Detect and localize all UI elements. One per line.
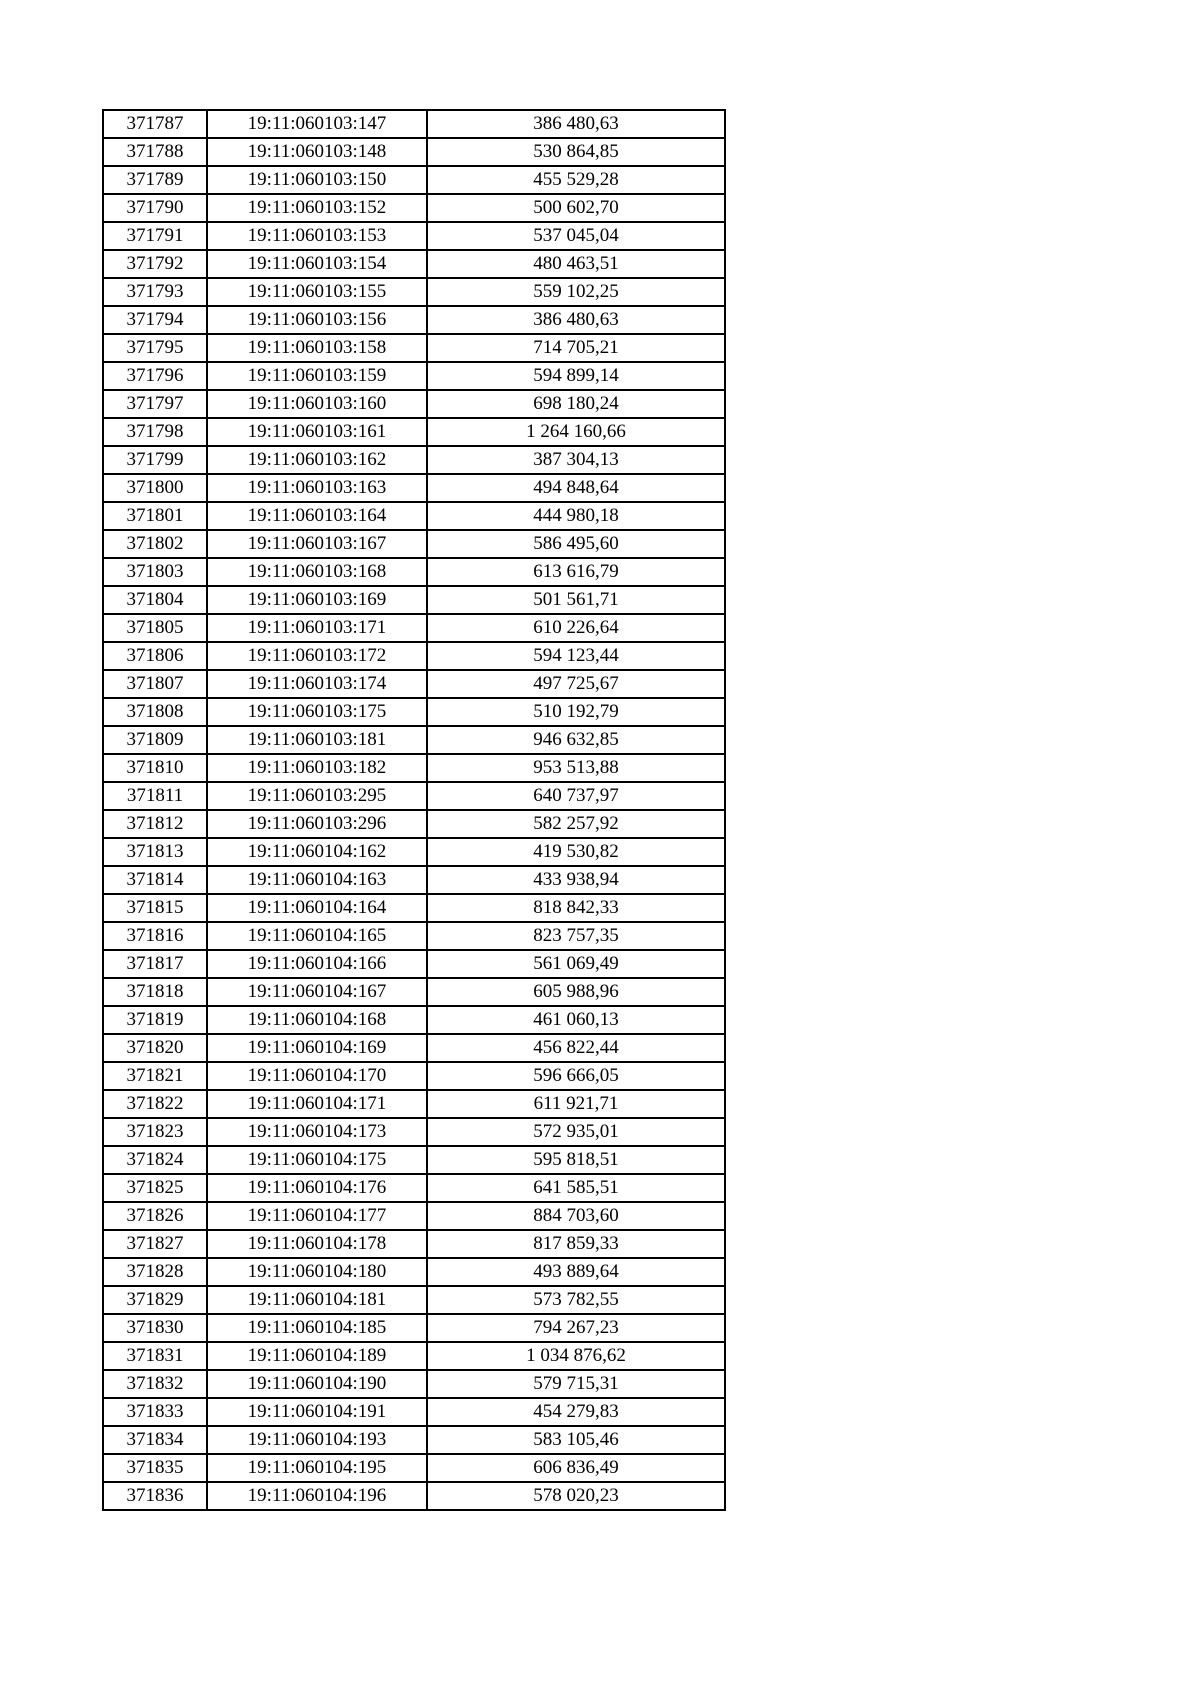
cadastral-number-cell: 19:11:060104:178 (207, 1230, 427, 1258)
cadastral-value-cell: 497 725,67 (427, 670, 725, 698)
cadastral-number-cell: 19:11:060104:166 (207, 950, 427, 978)
row-number-cell: 371793 (103, 278, 207, 306)
table-row (103, 222, 725, 250)
table-row (103, 502, 725, 530)
cadastral-number-cell: 19:11:060104:165 (207, 922, 427, 950)
cadastral-number-cell: 19:11:060104:181 (207, 1286, 427, 1314)
cadastral-number-cell: 19:11:060104:162 (207, 838, 427, 866)
table-row (103, 166, 725, 194)
cadastral-value-cell: 454 279,83 (427, 1398, 725, 1426)
cadastral-number-cell: 19:11:060103:161 (207, 418, 427, 446)
row-number-cell: 371802 (103, 530, 207, 558)
cadastral-value-cell: 884 703,60 (427, 1202, 725, 1230)
cadastral-value-cell: 610 226,64 (427, 614, 725, 642)
table-row (103, 110, 725, 138)
table-row (103, 1314, 725, 1342)
cadastral-value-cell: 582 257,92 (427, 810, 725, 838)
cadastral-value-cell: 461 060,13 (427, 1006, 725, 1034)
table-row (103, 586, 725, 614)
cadastral-number-cell: 19:11:060103:296 (207, 810, 427, 838)
cadastral-value-cell: 594 899,14 (427, 362, 725, 390)
cadastral-number-cell: 19:11:060104:190 (207, 1370, 427, 1398)
cadastral-number-cell: 19:11:060104:195 (207, 1454, 427, 1482)
row-number-cell: 371797 (103, 390, 207, 418)
cadastral-number-cell: 19:11:060103:147 (207, 110, 427, 138)
row-number-cell: 371826 (103, 1202, 207, 1230)
row-number-cell: 371790 (103, 194, 207, 222)
cadastral-value-table (102, 109, 726, 1511)
table-row (103, 1258, 725, 1286)
cadastral-number-cell: 19:11:060103:181 (207, 726, 427, 754)
table-body (103, 110, 725, 1510)
table-row (103, 1146, 725, 1174)
cadastral-number-cell: 19:11:060104:176 (207, 1174, 427, 1202)
row-number-cell: 371807 (103, 670, 207, 698)
cadastral-number-cell: 19:11:060104:169 (207, 1034, 427, 1062)
cadastral-value-cell: 818 842,33 (427, 894, 725, 922)
cadastral-value-cell: 823 757,35 (427, 922, 725, 950)
cadastral-number-cell: 19:11:060104:171 (207, 1090, 427, 1118)
cadastral-value-cell: 559 102,25 (427, 278, 725, 306)
cadastral-value-cell: 530 864,85 (427, 138, 725, 166)
cadastral-number-cell: 19:11:060104:173 (207, 1118, 427, 1146)
cadastral-value-cell: 953 513,88 (427, 754, 725, 782)
row-number-cell: 371811 (103, 782, 207, 810)
table-row (103, 1398, 725, 1426)
table-row (103, 950, 725, 978)
row-number-cell: 371827 (103, 1230, 207, 1258)
table-row (103, 1286, 725, 1314)
row-number-cell: 371796 (103, 362, 207, 390)
cadastral-value-cell: 444 980,18 (427, 502, 725, 530)
row-number-cell: 371829 (103, 1286, 207, 1314)
table-row (103, 810, 725, 838)
row-number-cell: 371791 (103, 222, 207, 250)
row-number-cell: 371812 (103, 810, 207, 838)
row-number-cell: 371834 (103, 1426, 207, 1454)
table-row (103, 1034, 725, 1062)
cadastral-value-cell: 386 480,63 (427, 110, 725, 138)
row-number-cell: 371795 (103, 334, 207, 362)
row-number-cell: 371808 (103, 698, 207, 726)
table-row (103, 138, 725, 166)
table-row (103, 1202, 725, 1230)
row-number-cell: 371789 (103, 166, 207, 194)
table-row (103, 698, 725, 726)
table-row (103, 250, 725, 278)
cadastral-value-cell: 640 737,97 (427, 782, 725, 810)
cadastral-value-cell: 613 616,79 (427, 558, 725, 586)
cadastral-number-cell: 19:11:060103:174 (207, 670, 427, 698)
table-row (103, 474, 725, 502)
cadastral-number-cell: 19:11:060104:168 (207, 1006, 427, 1034)
cadastral-number-cell: 19:11:060103:158 (207, 334, 427, 362)
cadastral-number-cell: 19:11:060104:193 (207, 1426, 427, 1454)
cadastral-number-cell: 19:11:060104:167 (207, 978, 427, 1006)
row-number-cell: 371787 (103, 110, 207, 138)
table-row (103, 530, 725, 558)
cadastral-number-cell: 19:11:060103:162 (207, 446, 427, 474)
cadastral-number-cell: 19:11:060104:191 (207, 1398, 427, 1426)
row-number-cell: 371799 (103, 446, 207, 474)
cadastral-value-cell: 456 822,44 (427, 1034, 725, 1062)
cadastral-value-cell: 641 585,51 (427, 1174, 725, 1202)
cadastral-value-cell: 698 180,24 (427, 390, 725, 418)
table-row (103, 782, 725, 810)
cadastral-value-cell: 561 069,49 (427, 950, 725, 978)
cadastral-value-cell: 419 530,82 (427, 838, 725, 866)
row-number-cell: 371794 (103, 306, 207, 334)
cadastral-number-cell: 19:11:060103:182 (207, 754, 427, 782)
cadastral-number-cell: 19:11:060103:155 (207, 278, 427, 306)
row-number-cell: 371798 (103, 418, 207, 446)
row-number-cell: 371835 (103, 1454, 207, 1482)
table-row (103, 334, 725, 362)
table-row (103, 1118, 725, 1146)
table-row (103, 1006, 725, 1034)
cadastral-value-cell: 387 304,13 (427, 446, 725, 474)
row-number-cell: 371792 (103, 250, 207, 278)
cadastral-value-cell: 594 123,44 (427, 642, 725, 670)
cadastral-value-cell: 586 495,60 (427, 530, 725, 558)
table-row (103, 614, 725, 642)
row-number-cell: 371831 (103, 1342, 207, 1370)
row-number-cell: 371836 (103, 1482, 207, 1510)
cadastral-number-cell: 19:11:060104:185 (207, 1314, 427, 1342)
cadastral-value-cell: 510 192,79 (427, 698, 725, 726)
row-number-cell: 371804 (103, 586, 207, 614)
table-row (103, 1230, 725, 1258)
row-number-cell: 371801 (103, 502, 207, 530)
table-row (103, 1062, 725, 1090)
table-row (103, 558, 725, 586)
table-row (103, 922, 725, 950)
table-row (103, 194, 725, 222)
cadastral-value-cell: 500 602,70 (427, 194, 725, 222)
cadastral-number-cell: 19:11:060104:163 (207, 866, 427, 894)
cadastral-number-cell: 19:11:060103:148 (207, 138, 427, 166)
cadastral-value-cell: 501 561,71 (427, 586, 725, 614)
row-number-cell: 371810 (103, 754, 207, 782)
table-row (103, 1482, 725, 1510)
table-row (103, 670, 725, 698)
row-number-cell: 371805 (103, 614, 207, 642)
cadastral-number-cell: 19:11:060103:150 (207, 166, 427, 194)
row-number-cell: 371820 (103, 1034, 207, 1062)
table-row (103, 838, 725, 866)
cadastral-value-cell: 794 267,23 (427, 1314, 725, 1342)
cadastral-value-cell: 572 935,01 (427, 1118, 725, 1146)
cadastral-value-cell: 579 715,31 (427, 1370, 725, 1398)
row-number-cell: 371813 (103, 838, 207, 866)
row-number-cell: 371817 (103, 950, 207, 978)
table-row (103, 754, 725, 782)
cadastral-number-cell: 19:11:060103:160 (207, 390, 427, 418)
row-number-cell: 371819 (103, 1006, 207, 1034)
cadastral-number-cell: 19:11:060103:163 (207, 474, 427, 502)
row-number-cell: 371814 (103, 866, 207, 894)
row-number-cell: 371788 (103, 138, 207, 166)
cadastral-number-cell: 19:11:060104:189 (207, 1342, 427, 1370)
row-number-cell: 371821 (103, 1062, 207, 1090)
row-number-cell: 371833 (103, 1398, 207, 1426)
cadastral-value-cell: 386 480,63 (427, 306, 725, 334)
row-number-cell: 371806 (103, 642, 207, 670)
cadastral-number-cell: 19:11:060104:196 (207, 1482, 427, 1510)
cadastral-value-cell: 433 938,94 (427, 866, 725, 894)
cadastral-value-cell: 480 463,51 (427, 250, 725, 278)
cadastral-number-cell: 19:11:060103:295 (207, 782, 427, 810)
cadastral-value-cell: 578 020,23 (427, 1482, 725, 1510)
row-number-cell: 371824 (103, 1146, 207, 1174)
cadastral-number-cell: 19:11:060103:172 (207, 642, 427, 670)
row-number-cell: 371815 (103, 894, 207, 922)
row-number-cell: 371832 (103, 1370, 207, 1398)
cadastral-value-cell: 583 105,46 (427, 1426, 725, 1454)
table-row (103, 362, 725, 390)
cadastral-value-cell: 493 889,64 (427, 1258, 725, 1286)
cadastral-number-cell: 19:11:060103:169 (207, 586, 427, 614)
table-row (103, 978, 725, 1006)
cadastral-value-cell: 455 529,28 (427, 166, 725, 194)
row-number-cell: 371818 (103, 978, 207, 1006)
table-row (103, 278, 725, 306)
cadastral-value-cell: 595 818,51 (427, 1146, 725, 1174)
cadastral-value-cell: 494 848,64 (427, 474, 725, 502)
table-row (103, 418, 725, 446)
cadastral-number-cell: 19:11:060103:154 (207, 250, 427, 278)
cadastral-value-cell: 1 264 160,66 (427, 418, 725, 446)
cadastral-value-cell: 573 782,55 (427, 1286, 725, 1314)
table-row (103, 1426, 725, 1454)
table-row (103, 1370, 725, 1398)
cadastral-number-cell: 19:11:060103:175 (207, 698, 427, 726)
row-number-cell: 371822 (103, 1090, 207, 1118)
row-number-cell: 371809 (103, 726, 207, 754)
cadastral-number-cell: 19:11:060104:177 (207, 1202, 427, 1230)
cadastral-value-cell: 537 045,04 (427, 222, 725, 250)
row-number-cell: 371803 (103, 558, 207, 586)
cadastral-value-cell: 605 988,96 (427, 978, 725, 1006)
cadastral-value-cell: 817 859,33 (427, 1230, 725, 1258)
table-row (103, 1342, 725, 1370)
table-row (103, 894, 725, 922)
row-number-cell: 371816 (103, 922, 207, 950)
cadastral-number-cell: 19:11:060104:180 (207, 1258, 427, 1286)
cadastral-number-cell: 19:11:060103:159 (207, 362, 427, 390)
table-row (103, 1454, 725, 1482)
table-row (103, 866, 725, 894)
table-row (103, 1090, 725, 1118)
cadastral-value-cell: 611 921,71 (427, 1090, 725, 1118)
table-row (103, 446, 725, 474)
cadastral-value-cell: 1 034 876,62 (427, 1342, 725, 1370)
cadastral-number-cell: 19:11:060103:168 (207, 558, 427, 586)
table-row (103, 1174, 725, 1202)
cadastral-value-cell: 606 836,49 (427, 1454, 725, 1482)
row-number-cell: 371830 (103, 1314, 207, 1342)
table-row (103, 390, 725, 418)
cadastral-value-cell: 714 705,21 (427, 334, 725, 362)
table-row (103, 726, 725, 754)
table-row (103, 306, 725, 334)
cadastral-number-cell: 19:11:060103:152 (207, 194, 427, 222)
cadastral-number-cell: 19:11:060104:170 (207, 1062, 427, 1090)
cadastral-number-cell: 19:11:060103:171 (207, 614, 427, 642)
row-number-cell: 371823 (103, 1118, 207, 1146)
cadastral-value-cell: 946 632,85 (427, 726, 725, 754)
row-number-cell: 371828 (103, 1258, 207, 1286)
cadastral-number-cell: 19:11:060104:164 (207, 894, 427, 922)
cadastral-number-cell: 19:11:060103:164 (207, 502, 427, 530)
cadastral-number-cell: 19:11:060103:156 (207, 306, 427, 334)
row-number-cell: 371825 (103, 1174, 207, 1202)
table-row (103, 642, 725, 670)
cadastral-value-cell: 596 666,05 (427, 1062, 725, 1090)
cadastral-number-cell: 19:11:060104:175 (207, 1146, 427, 1174)
cadastral-number-cell: 19:11:060103:153 (207, 222, 427, 250)
row-number-cell: 371800 (103, 474, 207, 502)
cadastral-number-cell: 19:11:060103:167 (207, 530, 427, 558)
